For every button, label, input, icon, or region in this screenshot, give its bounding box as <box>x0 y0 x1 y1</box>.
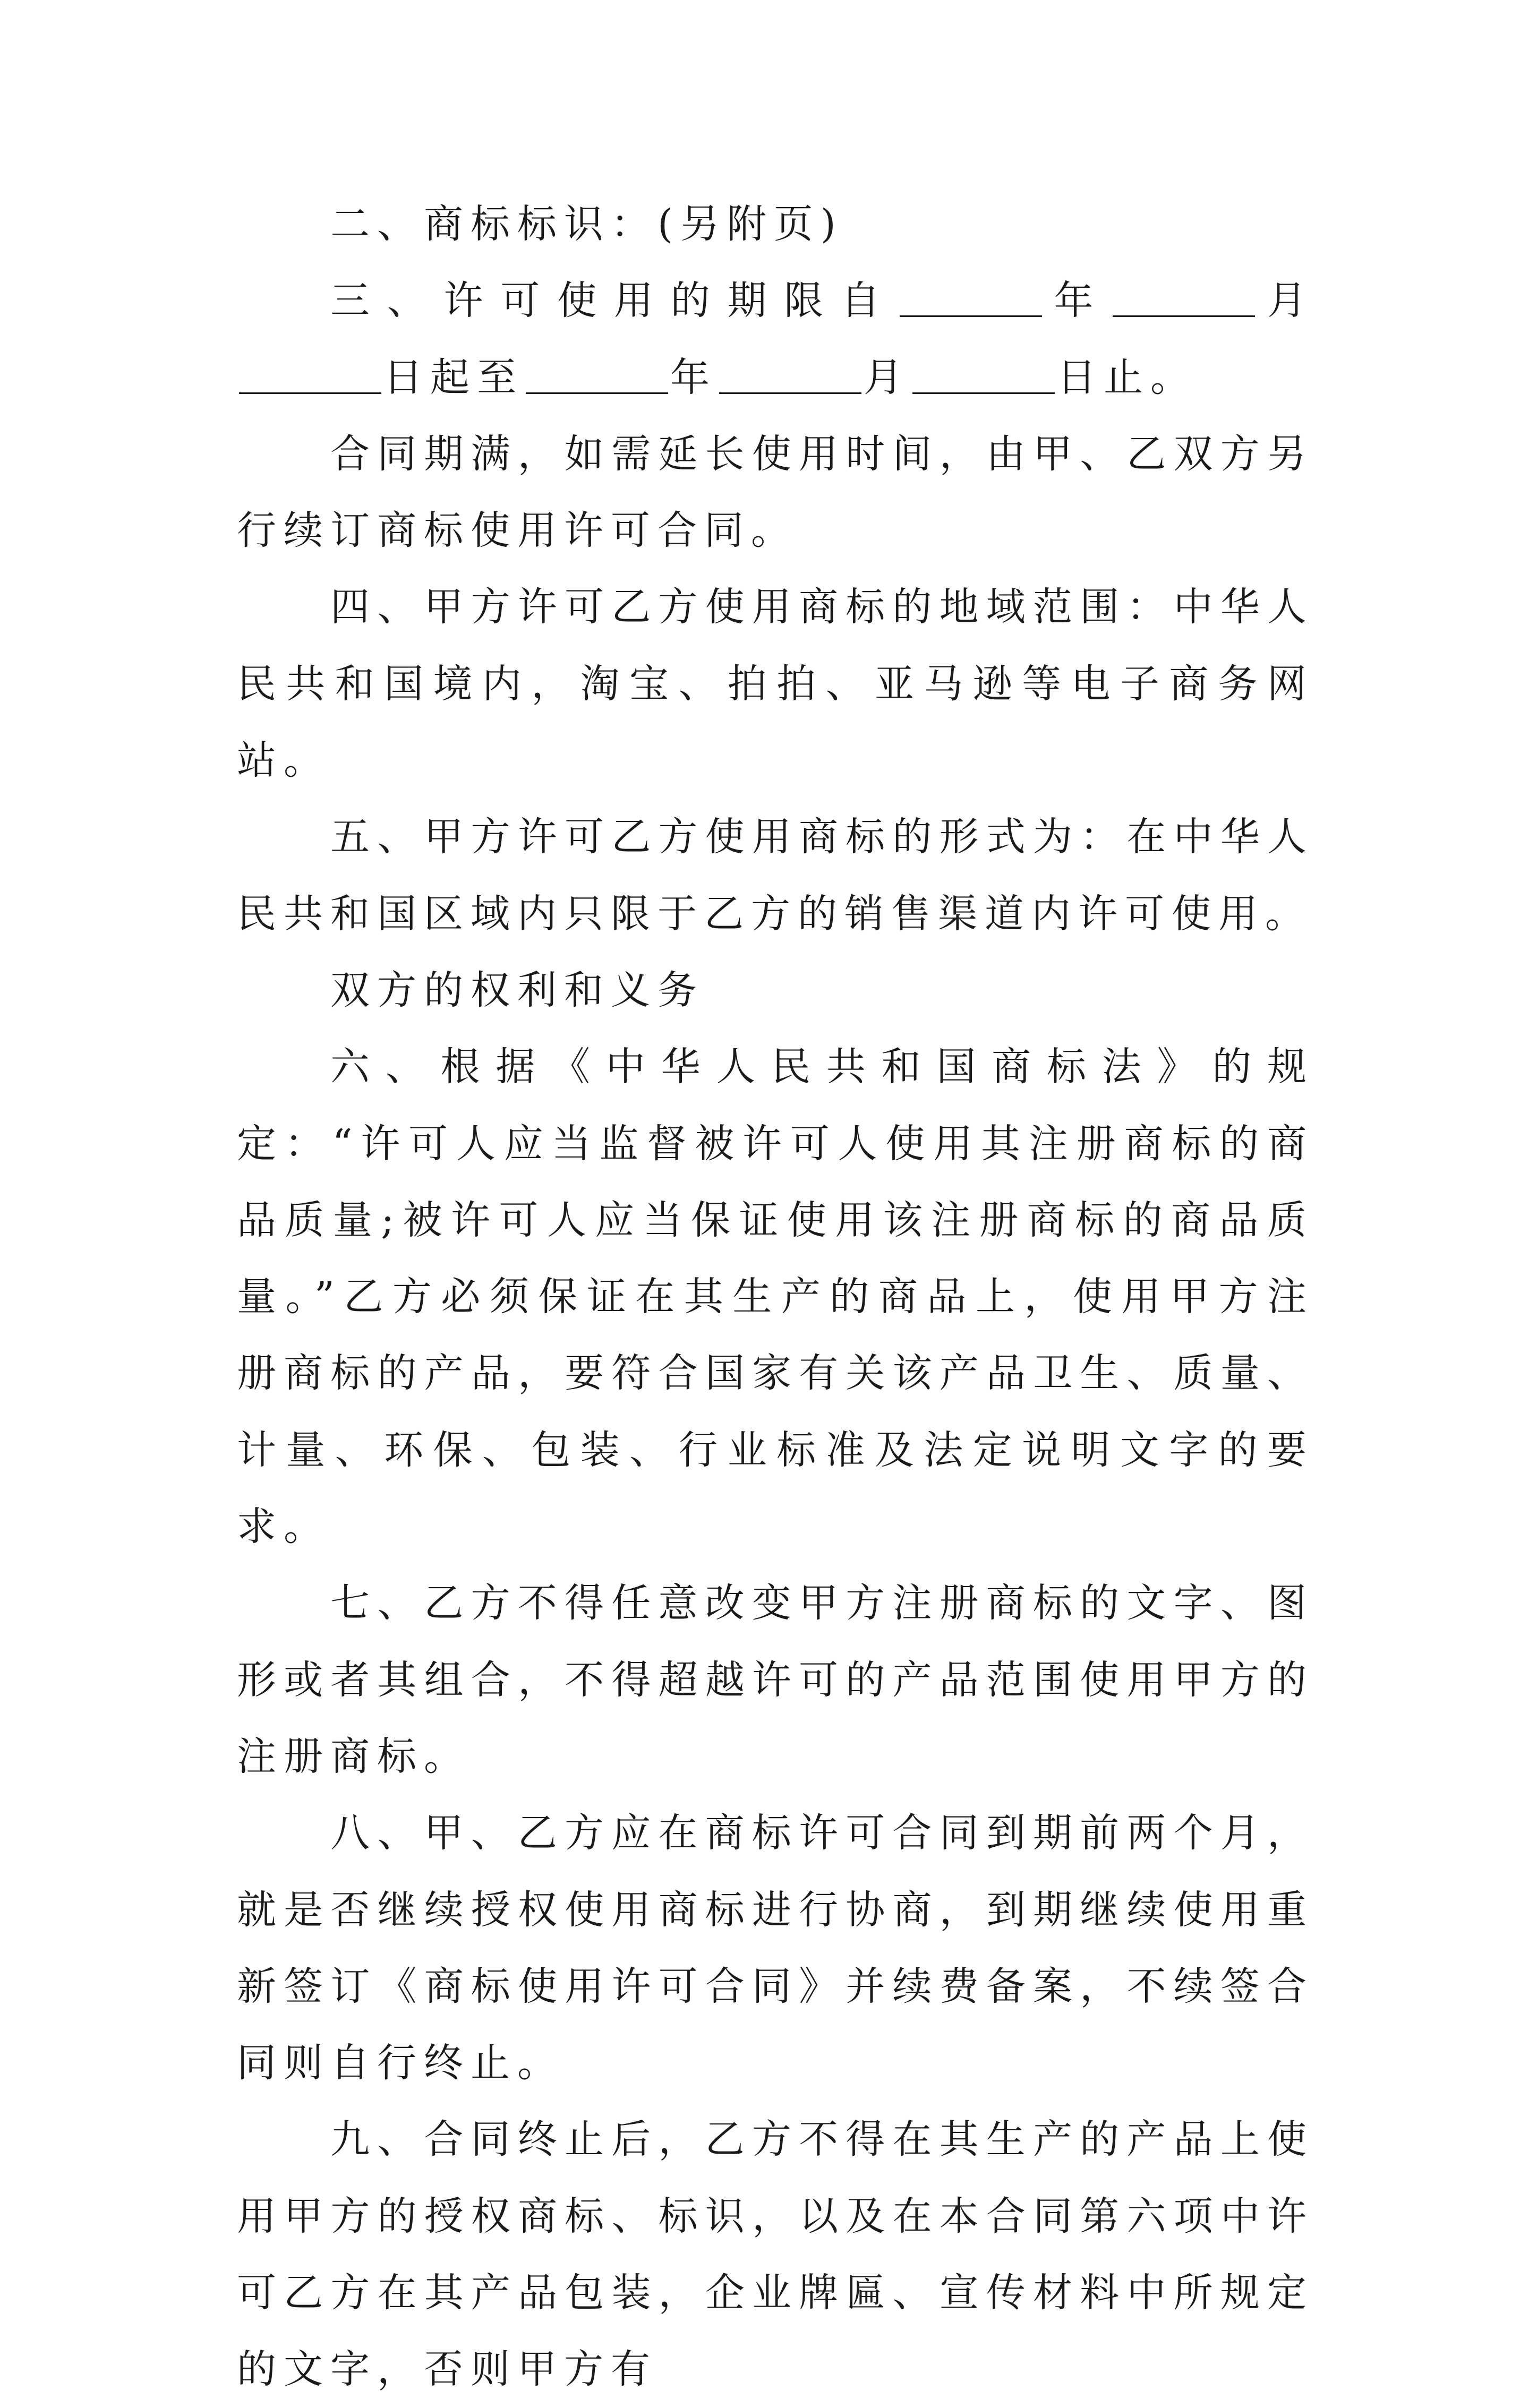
section-heading-rights-obligations: 双方的权利和义务 <box>330 967 704 1013</box>
paragraph-quality-supervision: 六、根据《中华人民共和国商标法》的规定：“许可人应当监督被许可人使用其注册商标的商品质量;被许可人应当保证使用该注册商标的商品质量。”乙方必须保证在其生产的商品上，使用甲方注册商标的产品，要符合国家有关该产品卫生、质量、计量、环保、包装、行业标准及法定说明文字的要求。 <box>237 1044 1314 1550</box>
term-text-from: 三、许可使用的期限自 <box>330 278 898 324</box>
term-text-month: 月 <box>1257 278 1314 324</box>
paragraph-renewal-negotiation: 八、甲、乙方应在商标许可合同到期前两个月，就是否继续授权使用商标进行协商，到期继续使用重新签订《商标使用许可合同》并续费备案，不续签合同则自行终止。 <box>237 1810 1314 2086</box>
blank-end-year[interactable] <box>526 353 668 394</box>
paragraph-license-form: 五、甲方许可乙方使用商标的形式为：在中华人民共和国区域内只限于乙方的销售渠道内许可使用。 <box>237 814 1314 937</box>
blank-end-month[interactable] <box>719 353 861 394</box>
term-text-end: 日止。 <box>1057 354 1197 400</box>
term-text-end-year: 年 <box>670 354 717 400</box>
document-body <box>237 186 1314 2408</box>
term-text-until: 日起至 <box>383 354 524 400</box>
paragraph-license-term <box>237 262 1314 416</box>
paragraph-territory: 四、甲方许可乙方使用商标的地域范围：中华人民共和国境内，淘宝、拍拍、亚马逊等电子商务网站。 <box>237 584 1314 784</box>
paragraph-no-alteration: 七、乙方不得任意改变甲方注册商标的文字、图形或者其组合，不得超越许可的产品范围使用甲方的注册商标。 <box>237 1580 1314 1779</box>
term-text-year: 年 <box>1044 278 1111 324</box>
paragraph-renewal: 合同期满，如需延长使用时间，由甲、乙双方另行续订商标使用许可合同。 <box>237 431 1314 554</box>
paragraph-termination: 九、合同终止后，乙方不得在其生产的产品上使用甲方的授权商标、标识，以及在本合同第六项中许可乙方在其产品包装，企业牌匾、宣传材料中所规定的文字，否则甲方有 <box>237 2116 1314 2393</box>
paragraph-trademark-logo: 二、商标标识：(另附页) <box>330 201 843 247</box>
term-text-end-month: 月 <box>864 354 910 400</box>
blank-end-day[interactable] <box>912 353 1055 394</box>
blank-start-month[interactable] <box>1113 276 1255 317</box>
blank-start-year[interactable] <box>900 276 1042 317</box>
blank-start-day[interactable] <box>239 353 381 394</box>
